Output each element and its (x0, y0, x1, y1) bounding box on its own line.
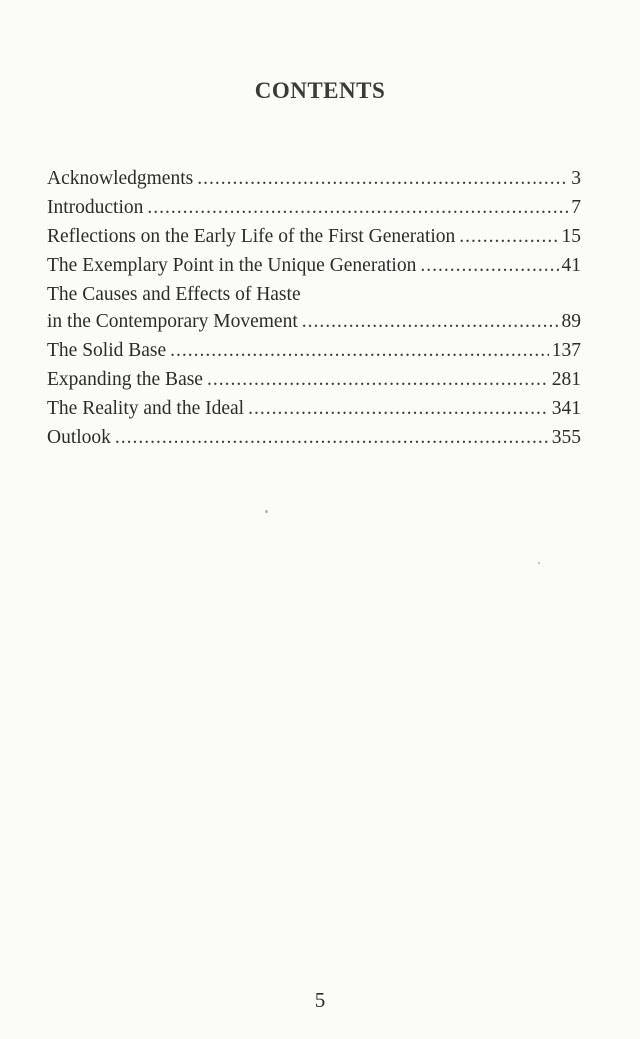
paper-speck (538, 562, 540, 564)
dot-leader (248, 394, 549, 423)
toc-entry-introduction (47, 193, 581, 222)
toc-entry-label: Expanding the Base (47, 369, 203, 390)
dot-leader (115, 423, 549, 452)
dot-leader (302, 307, 559, 336)
toc-entry-page: 3 (571, 168, 581, 189)
toc-entry-label: The Exemplary Point in the Unique Generation (47, 255, 417, 276)
toc-entry-page: 341 (551, 398, 581, 419)
toc-entry-page: 15 (561, 226, 581, 247)
toc-entry-causes-line1 (47, 280, 581, 307)
toc-entry-exemplary-point (47, 251, 581, 280)
dot-leader (197, 164, 568, 193)
toc-entry-page: 355 (551, 427, 581, 448)
page-title: CONTENTS (254, 78, 386, 103)
toc-entry-label: in the Contemporary Movement (47, 311, 298, 332)
table-of-contents (47, 164, 581, 452)
toc-entry-solid-base (47, 336, 581, 365)
dot-leader (207, 365, 549, 394)
toc-entry-outlook (47, 423, 581, 452)
toc-entry-label: The Solid Base (47, 340, 167, 361)
toc-entry-page: 7 (571, 197, 581, 218)
toc-entry-page: 137 (551, 340, 581, 361)
toc-entry-label: Acknowledgments (47, 168, 194, 189)
dot-leader (420, 251, 558, 280)
toc-entry-causes (47, 307, 581, 336)
toc-entry-label: The Reality and the Ideal (47, 398, 245, 419)
toc-entry-label: Outlook (47, 427, 111, 448)
dot-leader (170, 336, 549, 365)
toc-entry-reflections (47, 222, 581, 251)
toc-entry-acknowledgments (47, 164, 581, 193)
dot-leader (459, 222, 558, 251)
toc-entry-label: Introduction (47, 197, 144, 218)
toc-entry-expanding-base (47, 365, 581, 394)
toc-entry-label: The Causes and Effects of Haste (47, 284, 301, 305)
page-number: 5 (314, 988, 326, 1012)
dot-leader (147, 193, 568, 222)
toc-entry-reality-ideal (47, 394, 581, 423)
toc-entry-page: 41 (561, 255, 581, 276)
toc-entry-page: 281 (551, 369, 581, 390)
toc-entry-page: 89 (561, 311, 581, 332)
paper-speck (265, 510, 268, 513)
toc-entry-label: Reflections on the Early Life of the First Generation (47, 226, 456, 247)
